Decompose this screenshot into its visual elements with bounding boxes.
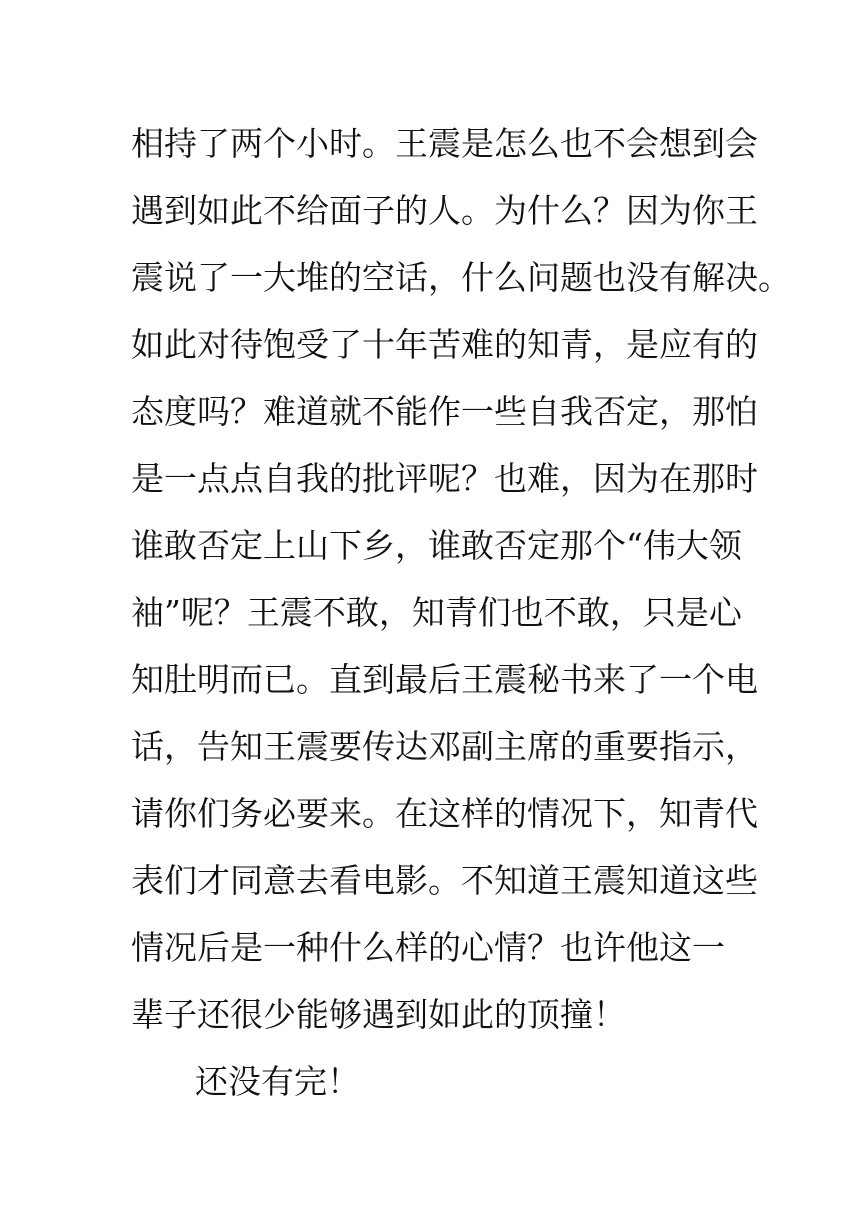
text-line-8: 袖”呢？王震不敢，知青们也不敢，只是心 [131,593,742,632]
text-line-7: 谁敢否定上山下乡，谁敢否定那个“伟大领 [131,526,742,565]
text-line-12: 表们才同意去看电影。不知道王震知道这些 [131,861,758,900]
text-line-1: 相持了两个小时。王震是怎么也不会想到会 [131,124,758,163]
text-line-5: 态度吗？难道就不能作一些自我否定，那怕 [131,392,758,431]
text-line-6: 是一点点自我的批评呢？也难，因为在那时 [131,459,758,498]
text-line-10: 话，告知王震要传达邓副主席的重要指示， [131,727,758,766]
closing-line: 还没有完！ [195,1062,360,1101]
text-line-2: 遇到如此不给面子的人。为什么？因为你王 [131,191,758,230]
text-line-11: 请你们务必要来。在这样的情况下，知青代 [131,794,758,833]
text-line-13: 情况后是一种什么样的心情？也许他这一 [131,928,725,967]
body-text [131,110,791,1115]
text-line-9: 知肚明而已。直到最后王震秘书来了一个电 [131,660,758,699]
text-line-14: 辈子还很少能够遇到如此的顶撞！ [131,995,626,1034]
text-line-4: 如此对待饱受了十年苦难的知青，是应有的 [131,325,758,364]
text-line-3: 震说了一大堆的空话，什么问题也没有解决。 [131,258,791,297]
